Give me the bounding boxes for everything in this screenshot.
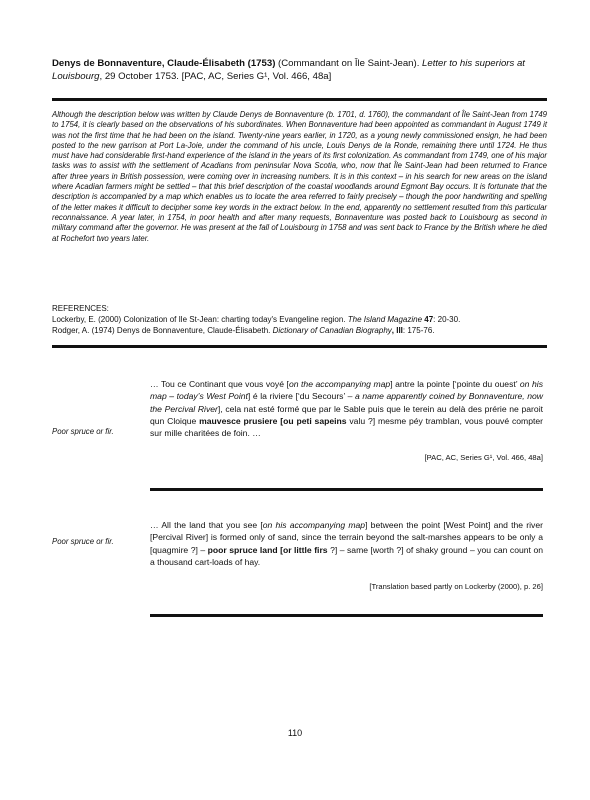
reference-1: Lockerby, E. (2000) Colonization of Ile St-Jean: charting today's Evangeline region. The Island Magazine 47: 20-30. [52, 315, 461, 324]
extract-2-text: … All the land that you see [on his accompanying map] between the point [West Point] and the river [Percival River] is formed only of sand, since the terrain beyond the salt-marshes appears to be only a [quagmire ?] – poor spruce land [or little firs ?] – same [worth ?] of shaky ground – you can count on a thousand cart-loads of hay. [150, 520, 543, 567]
document-header [52, 57, 547, 83]
page-number: 110 [287, 728, 303, 738]
extract-1-source: [PAC, AC, Series G¹, Vol. 466, 48a] [424, 453, 543, 462]
reference-2: Rodger, A. (1974) Denys de Bonnaventure, Claude-Élisabeth. Dictionary of Canadian Biography, III: 175-76. [52, 326, 435, 335]
references-heading: REFERENCES: [52, 304, 109, 313]
extract-1-rule [150, 488, 543, 491]
extract-2-source: [Translation based partly on Lockerby (2000), p. 26] [369, 582, 543, 591]
intro-paragraph: Although the description below was written by Claude Denys de Bonnaventure (b. 1701, d. 1760), the commandant of Île Saint-Jean from 1749 to 1754, it is clearly based on the observations of his subordinates. When Bonnaventure had been appointed as commandant in August 1749 it was not the first time that he had been on the island. Twenty-nine years earlier, in 1720, as a young newly commissioned ensign, he had been posted to the new garrison at Port La-Joie, under the command of his uncle, Louis Denys de la Ronde, remaining there until 1724. He thus must have had considerable first-hand experience of the island in the years of its first colonization. As commandant from 1749, one of his major tasks was to assist with the settlement of Acadians from peninsular Nova Scotia, who, now that Île Saint-Jean had been returned to France after three years in British possession, were coming over in increasing numbers. It is in this context – in his search for new areas on the island where Acadian farmers might be settled – that this brief description of the coastal woodlands around Egmont Bay occurs. It is fortunate that the description is accompanied by a map which enables us to locate the area referred to fairly precisely – though the poor handwriting and spelling of the letter makes it difficult to decipher some key words in the extract below. In the end, apparently no settlement resulted from this particular reconnaissance. A year later, in 1754, in poor health and after many requests, Bonnaventure was posted back to Louisbourg as second in military command after the governor. He was present at the fall of Louisbourg in 1758 and was sent back to France by the British where he died at Rochefort two years later. [52, 110, 547, 243]
extract-2-rule [150, 614, 543, 617]
references [52, 303, 547, 336]
header-source: , 29 October 1753. [PAC, AC, Series G¹, Vol. 466, 48a] [99, 71, 332, 82]
extract-1-text: … Tou ce Continant que vous voyé [on the accompanying map] antre la pointe [‘pointe du ouest’ on his map – today’s West Point] é la riviere [‘du Secours’ – a name apparently coined by Bonnaventure, now the Percival River], cela nat esté formé que par le Sable puis que le terein au delà des prérie ne paroit qun Cloique mauvesce prusiere [ou peti sapeins valu ?] mesme péy trambIan, vous pouvé compter sur mille charitées de foin. … [150, 379, 544, 439]
side-note-1: Poor spruce or fir. [52, 427, 114, 436]
header-author: Denys de Bonnaventure, Claude-Élisabeth (1753) [52, 58, 276, 69]
header-rule [52, 98, 547, 101]
references-rule [52, 345, 547, 348]
side-note-2: Poor spruce or fir. [52, 537, 114, 546]
header-role: (Commandant on Île Saint-Jean). [275, 58, 423, 69]
header-title: Letter to his superiors at Louisbourg [52, 58, 525, 82]
